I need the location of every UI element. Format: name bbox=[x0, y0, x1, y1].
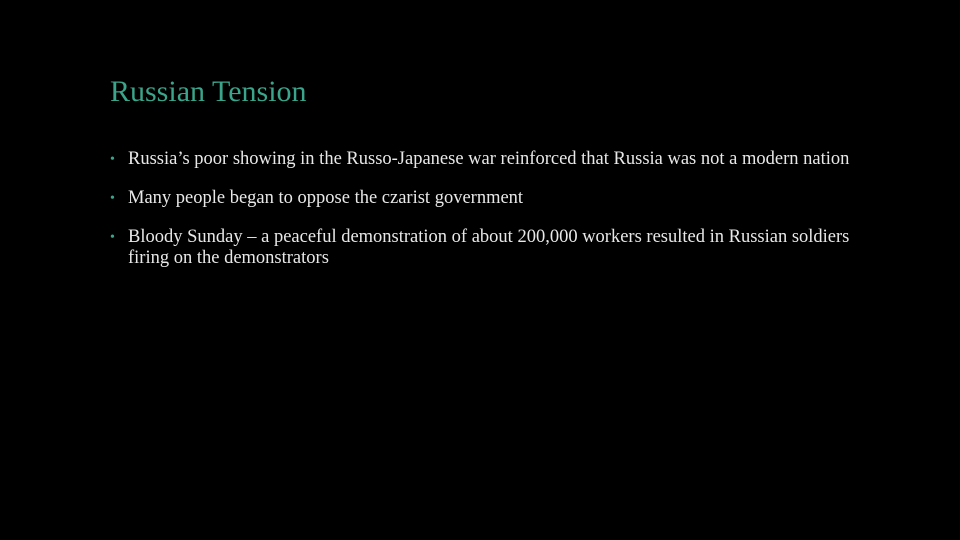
bullet-icon: • bbox=[110, 230, 115, 245]
bullet-text: Many people began to oppose the czarist government bbox=[128, 188, 524, 208]
bullet-text: Bloody Sunday – a peaceful demonstration of about 200,000 workers resulted in Russian soldiers firing on the demonstrators bbox=[128, 227, 850, 268]
slide-title: Russian Tension bbox=[110, 75, 307, 108]
bullet-icon: • bbox=[110, 152, 115, 167]
bullet-icon: • bbox=[110, 191, 115, 206]
bullet-item bbox=[110, 227, 870, 269]
bullet-item bbox=[110, 149, 870, 170]
bullet-text: Russia’s poor showing in the Russo-Japanese war reinforced that Russia was not a modern nation bbox=[128, 149, 850, 169]
bullet-item bbox=[110, 188, 870, 209]
bullet-list bbox=[110, 149, 870, 287]
